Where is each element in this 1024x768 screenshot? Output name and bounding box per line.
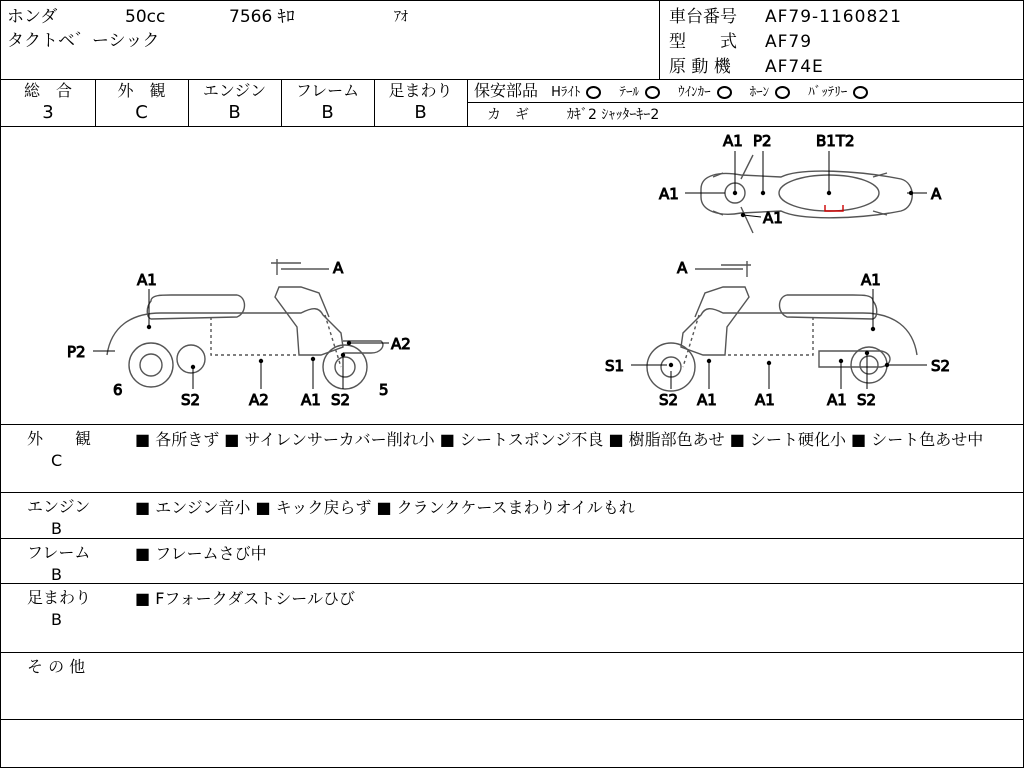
diag-label: A [677,259,688,277]
frame-no-label: 車台番号 [669,7,737,27]
grade-frame [281,80,375,126]
section-frame [1,539,1023,584]
diag-label: A1 [755,391,775,409]
safety-label: 保安部品 [474,81,539,100]
grades-row [1,80,1023,127]
diag-label: P2 [753,132,772,150]
grade-value: C [135,102,148,123]
section-grade: C [51,451,63,470]
ok-circle-icon [853,86,868,99]
grade-exterior [95,80,189,126]
ok-circle-icon [717,86,732,99]
scooter-diagrams [1,127,1023,424]
type-value: AF79 [765,32,813,52]
section-suspension [1,584,1023,653]
engine-value: AF74E [765,57,824,77]
grade-engine [188,80,282,126]
diag-label: 5 [379,381,389,399]
safety-horn: ﾎｰﾝ [750,85,794,100]
section-grade: B [51,519,62,538]
diag-label: A1 [763,209,783,227]
grade-value: B [228,102,241,123]
safety-tail: ﾃｰﾙ [619,85,663,100]
diag-label: A2 [249,391,269,409]
grade-value: 3 [42,102,54,123]
section-label: 足まわり [27,588,92,607]
section-engine [1,493,1023,539]
type-label: 型 式 [669,32,737,52]
diag-label: 6 [113,381,123,399]
section-exterior [1,425,1023,493]
section-label: そ の 他 [27,657,86,676]
diag-label: P2 [67,343,86,361]
section-notes: ■ 各所きず ■ サイレンサーカバー削れ小 ■ シートスポンジ不良 ■ 樹脂部色あせ ■ シート硬化小 ■ シート色あせ中 [135,430,984,449]
section-notes: ■ Fフォークダストシールひび [135,589,355,608]
frame-no: AF79-1160821 [765,7,902,27]
grade-label: 足まわり [388,81,453,100]
grade-suspension [374,80,468,126]
grade-overall [1,80,96,126]
diag-label: S1 [605,357,625,375]
grade-label: フレーム [295,81,360,100]
diag-label: S2 [181,391,201,409]
diag-label: S2 [659,391,679,409]
damage-diagram [1,127,1023,425]
diag-label: A1 [697,391,717,409]
section-grade: B [51,610,62,629]
diag-label: A [931,185,942,203]
section-other [1,653,1023,720]
ok-circle-icon [645,86,660,99]
diag-label: A2 [391,335,411,353]
ok-circle-icon [586,86,601,99]
diag-label: A1 [301,391,321,409]
diag-label: A1 [137,271,157,289]
engine-label: 原 動 機 [669,57,731,77]
key-value: ｶｷﾞ2 ｼｬｯﾀｰｷｰ2 [567,107,660,123]
section-label: エンジン [27,497,91,516]
model-name: タクトベ゛ーシック [7,31,160,51]
diag-label: S2 [857,391,877,409]
header [1,1,1023,80]
ok-circle-icon [775,86,790,99]
diag-label: A [333,259,344,277]
section-label: 外 観 [27,429,92,448]
diag-label: B1T2 [816,132,855,150]
displacement: 50cc [125,7,166,27]
key-label: カ ギ [487,107,529,123]
diag-label: S2 [931,357,951,375]
section-notes: ■ エンジン音小 ■ キック戻らず ■ クランクケースまわりオイルもれ [135,498,635,517]
diag-label: A1 [659,185,679,203]
grade-label: エンジン [202,81,267,100]
diag-label: A1 [827,391,847,409]
scooter-top-view [701,155,912,233]
section-grade: B [51,565,62,584]
maker: ホンダ [7,7,58,27]
safety-headlight: Hﾗｲﾄ [551,85,604,100]
safety-winker: ｳｲﾝｶｰ [678,85,735,100]
color: ｱｵ [394,9,408,25]
section-label: フレーム [27,543,91,562]
mileage: 7566 ｷﾛ [229,7,295,27]
diag-label: A1 [861,271,881,289]
safety-battery: ﾊﾞｯﾃﾘｰ [808,85,871,100]
grade-value: B [321,102,334,123]
diag-label: S2 [331,391,351,409]
diag-label: A1 [723,132,743,150]
grade-value: B [414,102,427,123]
grade-label: 総 合 [23,81,72,100]
section-notes: ■ フレームさび中 [135,544,267,563]
safety-row [474,81,871,103]
grade-label: 外 観 [117,81,166,100]
header-divider [659,1,660,79]
